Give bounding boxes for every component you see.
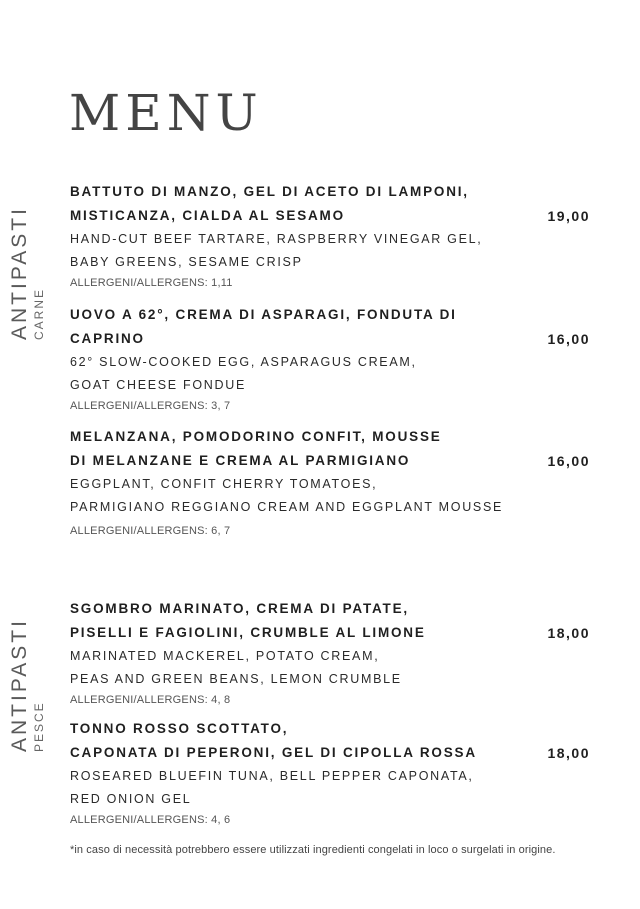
dish-name-text: DI MELANZANE E CREMA AL PARMIGIANO (70, 453, 411, 468)
dish-name-line: MELANZANA, POMODORINO CONFIT, MOUSSE (70, 429, 442, 444)
dish-price: 16,00 (547, 331, 590, 347)
dish-translation: PEAS AND GREEN BEANS, LEMON CRUMBLE (70, 672, 402, 686)
dish-translation: HAND-CUT BEEF TARTARE, RASPBERRY VINEGAR GEL, (70, 232, 483, 246)
dish-name-line (70, 741, 590, 765)
menu-item (70, 303, 590, 414)
dish-allergens: ALLERGENI/ALLERGENS: 4, 8 (70, 694, 231, 706)
section-label-pesce (8, 618, 46, 752)
dish-name-line: BATTUTO DI MANZO, GEL DI ACETO DI LAMPONI, (70, 184, 469, 199)
footnote: *in caso di necessità potrebbero essere utilizzati ingredienti congelati in loco o surgelati in origine. (70, 844, 556, 856)
dish-translation: PARMIGIANO REGGIANO CREAM AND EGGPLANT MOUSSE (70, 500, 504, 514)
dish-translation: EGGPLANT, CONFIT CHERRY TOMATOES, (70, 477, 378, 491)
dish-name-line (70, 621, 590, 645)
dish-name-text: CAPONATA DI PEPERONI, GEL DI CIPOLLA ROSSA (70, 745, 477, 760)
section-main-label: ANTIPASTI (8, 618, 31, 752)
dish-allergens: ALLERGENI/ALLERGENS: 3, 7 (70, 400, 231, 412)
dish-translation: RED ONION GEL (70, 792, 192, 806)
dish-translation: GOAT CHEESE FONDUE (70, 378, 246, 392)
menu-item (70, 180, 590, 291)
dish-name-line (70, 449, 590, 473)
menu-item (70, 425, 590, 539)
dish-price: 16,00 (547, 453, 590, 469)
dish-translation: 62° SLOW-COOKED EGG, ASPARAGUS CREAM, (70, 355, 417, 369)
dish-name-text: CAPRINO (70, 331, 145, 346)
dish-name-text: MISTICANZA, CIALDA AL SESAMO (70, 208, 345, 223)
menu-item (70, 597, 590, 708)
dish-name-line (70, 327, 590, 351)
dish-name-text: PISELLI E FAGIOLINI, CRUMBLE AL LIMONE (70, 625, 426, 640)
dish-name-line: TONNO ROSSO SCOTTATO, (70, 721, 289, 736)
dish-price: 19,00 (547, 208, 590, 224)
dish-name-line: SGOMBRO MARINATO, CREMA DI PATATE, (70, 601, 409, 616)
section-sub-label: CARNE (32, 287, 46, 340)
dish-allergens: ALLERGENI/ALLERGENS: 4, 6 (70, 814, 231, 826)
menu-item (70, 717, 590, 828)
section-label-carne (8, 206, 46, 340)
menu-title: MENU (69, 84, 263, 142)
dish-price: 18,00 (547, 745, 590, 761)
section-sub-label: PESCE (32, 701, 46, 752)
dish-allergens: ALLERGENI/ALLERGENS: 1,11 (70, 277, 233, 289)
dish-translation: MARINATED MACKEREL, POTATO CREAM, (70, 649, 380, 663)
dish-price: 18,00 (547, 625, 590, 641)
dish-translation: BABY GREENS, SESAME CRISP (70, 255, 303, 269)
dish-name-line: UOVO A 62°, CREMA DI ASPARAGI, FONDUTA DI (70, 307, 457, 322)
dish-allergens: ALLERGENI/ALLERGENS: 6, 7 (70, 525, 231, 537)
section-main-label: ANTIPASTI (8, 206, 31, 340)
dish-name-line (70, 204, 590, 228)
dish-translation: ROSEARED BLUEFIN TUNA, BELL PEPPER CAPONATA, (70, 769, 474, 783)
